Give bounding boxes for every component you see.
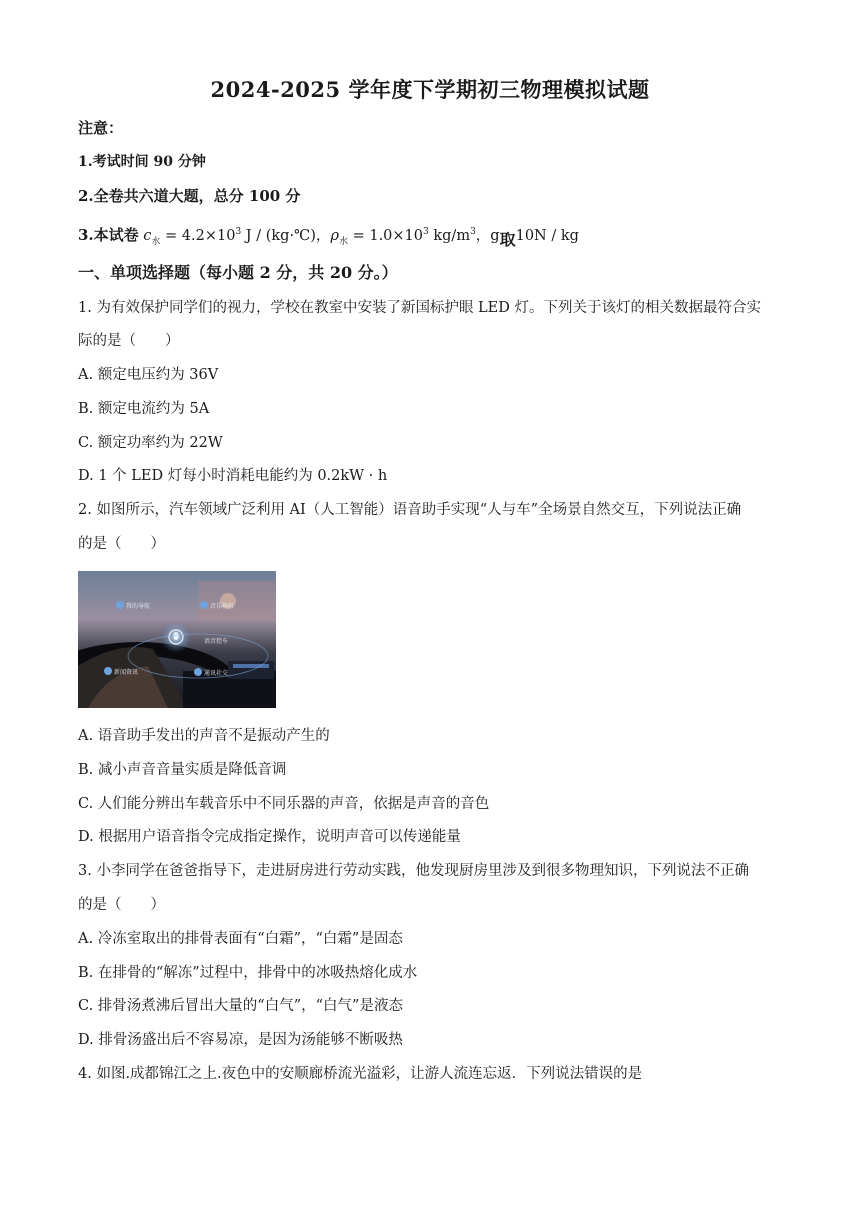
q4-stem-line-1: 4. 如图.成都锦江之上.夜色中的安顺廊桥流光溢彩，让游人流连忘返．下列说法错误的是 [78, 1066, 643, 1082]
formula-c-value: = 4.2×10 [160, 227, 236, 244]
formula-rho-symbol: ρ [330, 227, 339, 244]
q3-stem-line-1: 3. 小李同学在爸爸指导下，走进厨房进行劳动实践，他发现厨房里涉及到很多物理知识，下列说法不正确 [78, 863, 749, 879]
formula-g-value: 10N / kg [515, 227, 579, 244]
notice-item-1: 1.考试时间 90 分钟 [78, 154, 206, 170]
q1-option-d: D. 1 个 LED 灯每小时消耗电能约为 0.2kW · h [78, 468, 388, 484]
q2-option-c: C. 人们能分辨出车载音乐中不同乐器的声音，依据是声音的音色 [78, 796, 490, 812]
formula-rho-unit: kg/m [428, 227, 471, 244]
q3-stem-line-2: 的是（ ） [78, 897, 165, 913]
fig-label-music: 音乐畅听 [210, 603, 235, 610]
q1-option-a: A. 额定电压约为 36V [78, 367, 219, 383]
car-ai-voice-photo [78, 571, 276, 708]
formula-rho-unit-exponent: 3 [470, 227, 476, 237]
q1-stem-line-1: 1. 为有效保护同学们的视力，学校在教室中安装了新国标护眼 LED 灯。下列关于该灯的相关数据最符合实 [78, 300, 761, 316]
notice-item-2: 2.全卷共六道大题，总分 100 分 [78, 187, 301, 205]
formula-rho-exponent: 3 [423, 227, 429, 237]
q3-option-b: B. 在排骨的“解冻”过程中，排骨中的冰吸热熔化成水 [78, 965, 418, 981]
fig-label-nav: 我的导航 [126, 603, 151, 610]
q3-option-d: D. 排骨汤盛出后不容易凉，是因为汤能够不断吸热 [78, 1032, 403, 1048]
notice-item-3-prefix: 3.本试卷 [78, 225, 139, 244]
notice-item-3 [78, 222, 788, 252]
q1-stem-line-2: 际的是（ ） [78, 333, 180, 349]
fig-label-news: 新闻资讯 [114, 669, 139, 676]
q2-option-d: D. 根据用户语音指令完成指定操作，说明声音可以传递能量 [78, 829, 461, 845]
q2-stem-line-1: 2. 如图所示，汽车领域广泛利用 AI（人工智能）语音助手实现“人与车”全场景自然交互，下列说法正确 [78, 502, 742, 518]
q1-option-c: C. 额定功率约为 22W [78, 435, 223, 451]
notice-heading: 注意： [78, 119, 124, 137]
q3-option-a: A. 冷冻室取出的排骨表面有“白霜”，“白霜”是固态 [78, 931, 403, 947]
formula-rho-tail: ，g [475, 227, 500, 244]
section-1-heading: 一、单项选择题（每小题 2 分，共 20 分。） [78, 263, 398, 282]
q2-stem-line-2: 的是（ ） [78, 536, 165, 552]
q1-option-b: B. 额定电流约为 5A [78, 401, 210, 417]
fig-label-voice: 语音控车 [204, 638, 229, 645]
fig-label-social: 通讯社交 [204, 670, 229, 677]
specific-heat-formula [143, 227, 579, 249]
formula-c-symbol: c [143, 227, 152, 244]
formula-c-exponent: 3 [235, 227, 242, 237]
formula-qu: 取 [499, 229, 516, 249]
formula-rho-value: = 1.0×10 [347, 227, 424, 244]
q2-option-a: A. 语音助手发出的声音不是振动产生的 [78, 728, 330, 744]
formula-c-unit: J / (kg·℃)， [241, 227, 331, 244]
formula-c-subscript: 水 [151, 236, 161, 247]
q2-option-b: B. 减小声音音量实质是降低音调 [78, 762, 287, 778]
q3-option-c: C. 排骨汤煮沸后冒出大量的“白气”，“白气”是液态 [78, 998, 403, 1014]
formula-rho-subscript: 水 [338, 236, 348, 247]
page-title: 2024-2025 学年度下学期初三物理模拟试题 [210, 77, 650, 102]
